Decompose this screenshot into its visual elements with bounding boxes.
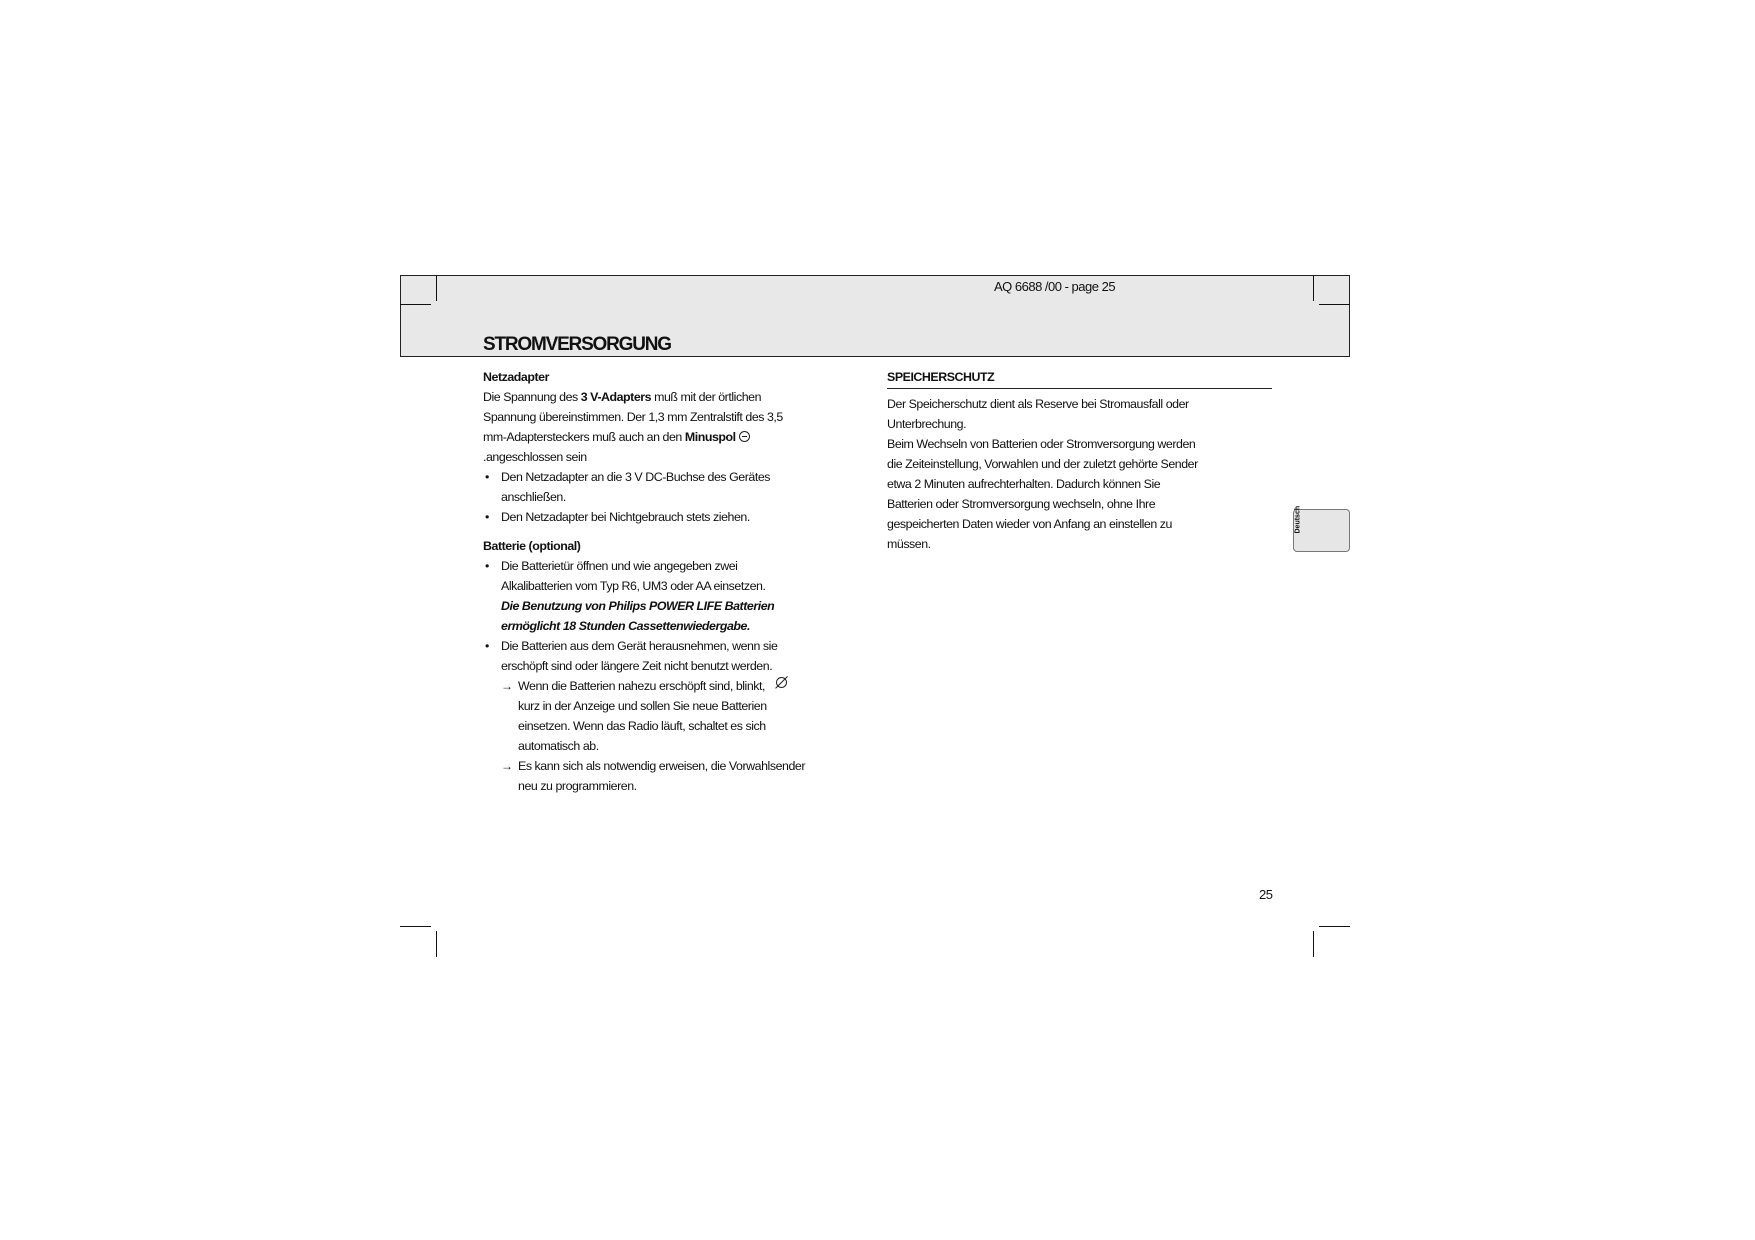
bullet-icon: • <box>485 559 489 573</box>
paragraph-line: Der Speicherschutz dient als Reserve bei Stromausfall oder <box>887 397 1189 411</box>
bullet-item: • Die Batterien aus dem Gerät herausnehmen, wenn sie erschöpft sind oder längere Zeit nicht benutzt werden. <box>483 636 863 676</box>
crop-mark <box>1319 926 1350 927</box>
paragraph-line: Beim Wechseln von Batterien oder Stromversorgung werden <box>887 437 1196 451</box>
arrow-item: → Es kann sich als notwendig erweisen, die Vorwahlsender neu zu programmieren. <box>483 756 863 796</box>
crop-mark <box>1313 931 1314 957</box>
language-tab <box>1293 505 1350 552</box>
page-number: 25 <box>1259 887 1273 902</box>
minus-pole-icon <box>739 431 750 442</box>
bullet-icon: • <box>485 510 489 524</box>
crop-mark <box>436 275 437 301</box>
crop-mark <box>1313 275 1314 301</box>
bullet-item: • Den Netzadapter an die 3 V DC-Buchse des Gerätes anschließen. <box>483 467 863 507</box>
arrow-right-icon: → <box>501 679 513 693</box>
bullet-icon: • <box>485 470 489 484</box>
section-heading-speicherschutz: SPEICHERSCHUTZ <box>887 367 1272 389</box>
emphasis-note: Die Benutzung von Philips POWER LIFE Batterien <box>501 599 775 613</box>
bullet-icon: • <box>485 639 489 653</box>
arrow-right-icon: → <box>501 759 513 773</box>
paragraph-line: Unterbrechung. <box>887 417 967 431</box>
crop-mark <box>436 931 437 957</box>
crop-mark <box>400 304 431 305</box>
emphasis-note: ermöglicht 18 Stunden Cassettenwiedergabe. <box>501 619 750 633</box>
paragraph-line: die Zeiteinstellung, Vorwahlen und der zuletzt gehörte Sender <box>887 457 1198 471</box>
right-column <box>887 367 1272 554</box>
section-heading-batterie: Batterie (optional) <box>483 539 581 553</box>
paragraph-line: mm-Adaptersteckers muß auch an den Minuspol <box>483 427 863 447</box>
paragraph-line: gespeicherten Daten wieder von Anfang an einstellen zu <box>887 517 1172 531</box>
paragraph-voltage: Die Spannung des 3 V-Adapters muß mit der örtlichen <box>483 390 762 404</box>
paragraph-line: etwa 2 Minuten aufrechterhalten. Dadurch können Sie <box>887 477 1161 491</box>
page-title: STROMVERSORGUNG <box>483 334 671 355</box>
bullet-item: • Die Batterietür öffnen und wie angegeben zwei Alkalibatterien vom Typ R6, UM3 oder AA einsetzen. Die Benutzung von Philips POWER LIFE Batterien ermöglicht 18 Stunden Cassettenwiedergabe. <box>483 556 863 636</box>
paragraph-line: müssen. <box>887 537 931 551</box>
section-heading-netzadapter: Netzadapter <box>483 370 549 384</box>
arrow-item: → Wenn die Batterien nahezu erschöpft sind, blinkt, kurz in der Anzeige und sollen Sie neue Batterien einsetzen. Wenn das Radio läuft, schaltet es sich automatisch ab. <box>483 676 863 756</box>
crop-mark <box>400 926 431 927</box>
left-column <box>483 367 863 796</box>
paragraph-line: .angeschlossen sein <box>483 450 587 464</box>
battery-empty-icon <box>773 676 791 689</box>
page-reference: AQ 6688 /00 - page 25 <box>994 279 1116 294</box>
language-tab-label: Deutsch <box>1294 505 1302 534</box>
bullet-item: • Den Netzadapter bei Nichtgebrauch stets ziehen. <box>483 507 863 527</box>
crop-mark <box>1319 304 1350 305</box>
paragraph-line: Batterien oder Stromversorgung wechseln, ohne Ihre <box>887 497 1156 511</box>
paragraph-line: Spannung übereinstimmen. Der 1,3 mm Zentralstift des 3,5 <box>483 410 783 424</box>
